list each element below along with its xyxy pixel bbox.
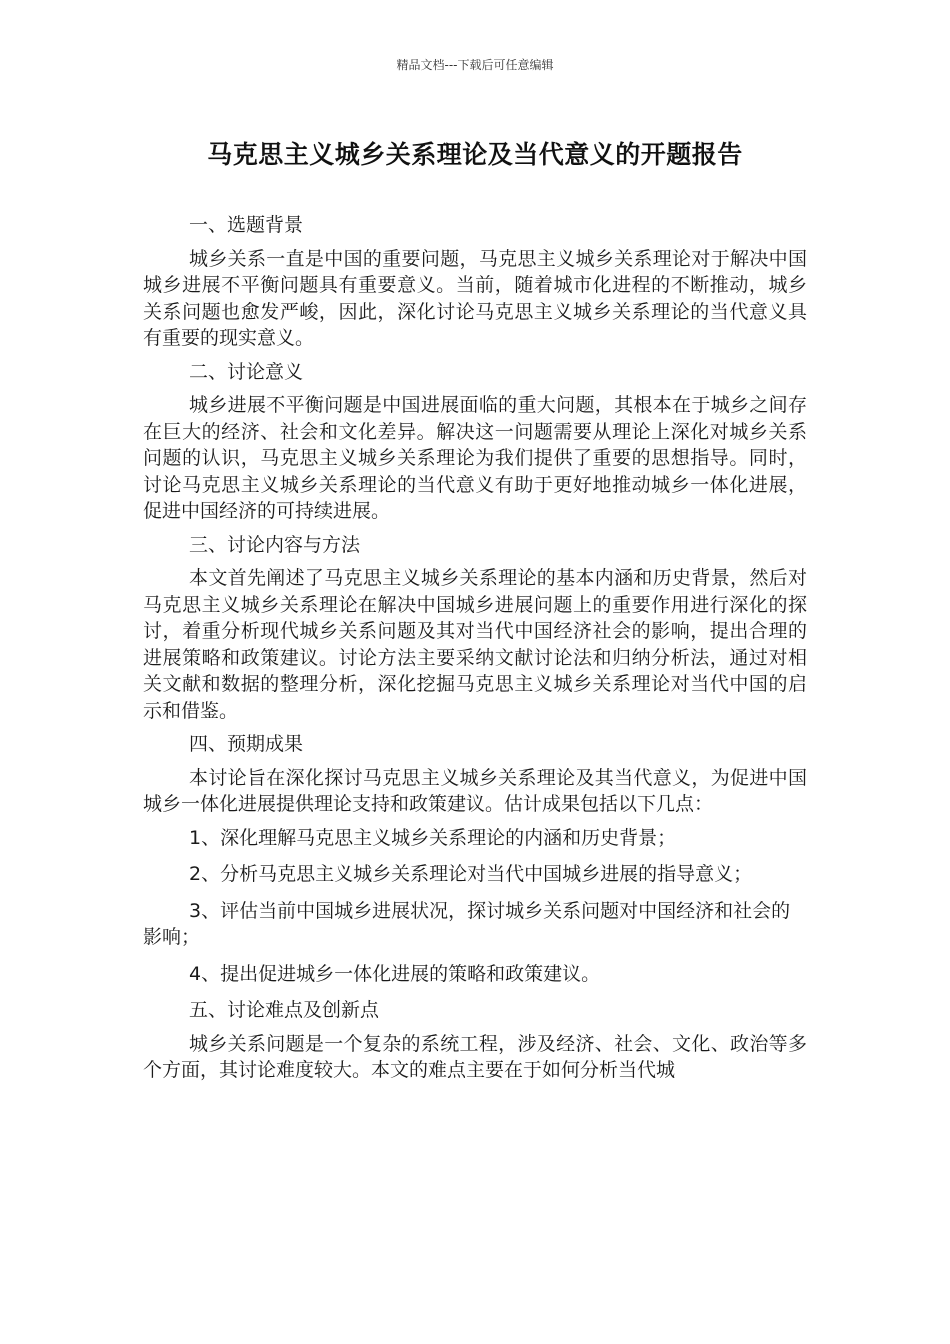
section-heading-expected-results: 四、预期成果 [189,733,304,755]
paragraph-expected-results: 本讨论旨在深化探讨马克思主义城乡关系理论及其当代意义，为促进中国城乡一体化进展提供理论支持和政策建议。估计成果包括以下几点： [143,766,807,815]
paragraph-content-method: 本文首先阐述了马克思主义城乡关系理论的基本内涵和历史背景，然后对马克思主义城乡关系理论在解决中国城乡进展问题上的重要作用进行深化的探讨，着重分析现代城乡关系问题及其对当代中国经济社会的影响，提出合理的进展策略和政策建议。讨论方法主要采纳文献讨论法和归纳分析法，通过对相关文献和数据的整理分析，深化挖掘马克思主义城乡关系理论对当代中国的启示和借鉴。 [143,567,807,722]
section-heading-background: 一、选题背景 [189,214,304,236]
section-heading-significance: 二、讨论意义 [189,360,304,383]
section-heading-content-method: 三、讨论内容与方法 [189,533,361,556]
document-title: 马克思主义城乡关系理论及当代意义的开题报告 [207,140,743,169]
list-item: 4、提出促进城乡一体化进展的策略和政策建议。 [189,962,601,985]
paragraph-significance: 城乡进展不平衡问题是中国进展面临的重大问题，其根本在于城乡之间存在巨大的经济、社会和文化差异。解决这一问题需要从理论上深化对城乡关系问题的认识，马克思主义城乡关系理论为我们提供了重要的思想指导。同时，讨论马克思主义城乡关系理论的当代意义有助于更好地推动城乡一体化进展，促进中国经济的可持续进展。 [143,394,807,522]
section-heading-difficulties: 五、讨论难点及创新点 [189,999,380,1021]
paragraph-background: 城乡关系一直是中国的重要问题，马克思主义城乡关系理论对于解决中国城乡进展不平衡问题具有重要意义。当前，随着城市化进程的不断推动，城乡关系问题也愈发严峻，因此，深化讨论马克思主义城乡关系理论的当代意义具有重要的现实意义。 [143,247,807,349]
list-item: 1、深化理解马克思主义城乡关系理论的内涵和历史背景； [189,826,677,849]
header-note: 精品文档---下载后可任意编辑 [396,58,554,72]
document-body [143,212,807,1091]
list-item: 3、评估当前中国城乡进展状况，探讨城乡关系问题对中国经济和社会的影响； [143,899,791,948]
paragraph-difficulties: 城乡关系问题是一个复杂的系统工程，涉及经济、社会、文化、政治等多个方面，其讨论难度较大。本文的难点主要在于如何分析当代城 [143,1032,807,1081]
list-item: 2、分析马克思主义城乡关系理论对当代中国城乡进展的指导意义； [189,863,753,885]
